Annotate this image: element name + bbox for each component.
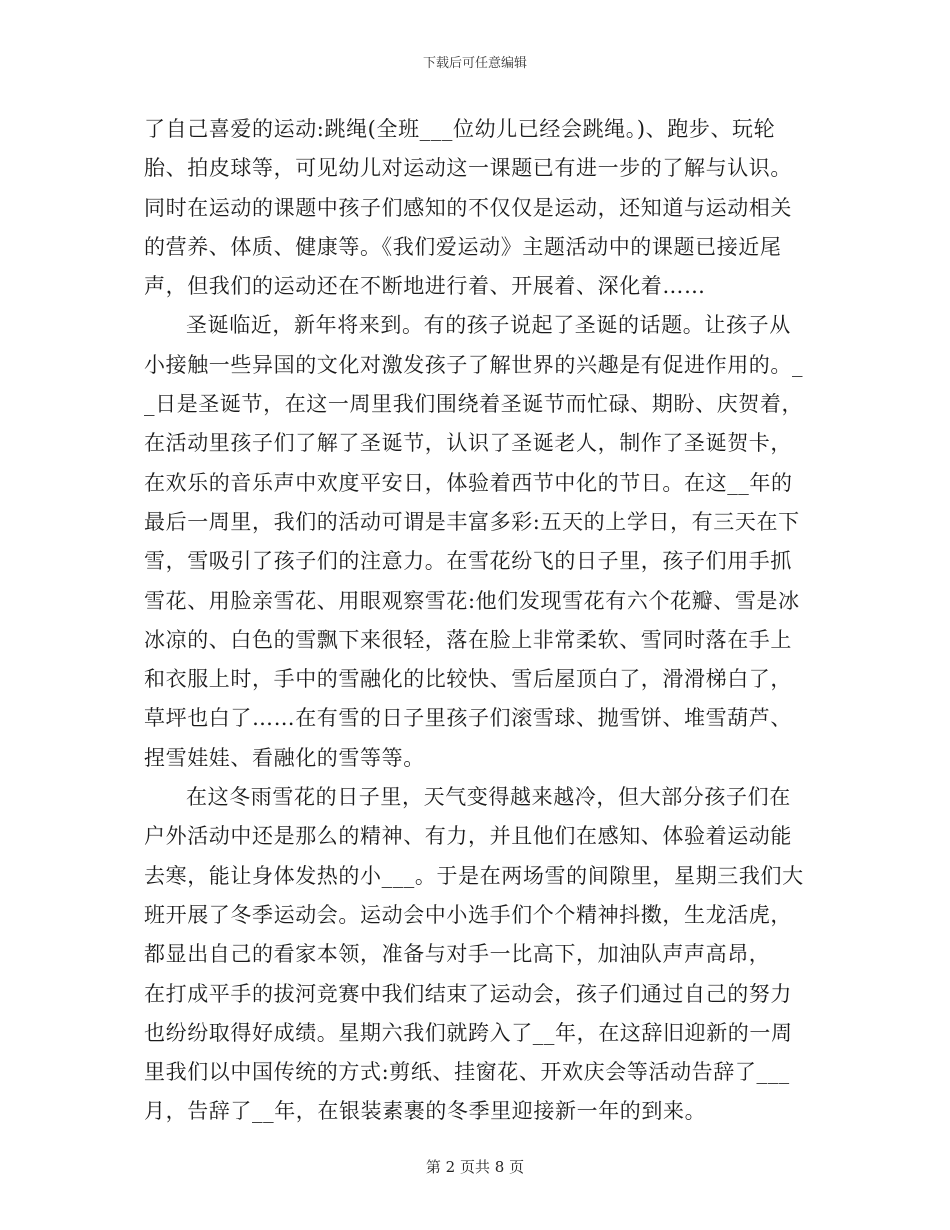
text-line: 声，但我们的运动还在不断地进行着、开展着、深化着…… (144, 274, 706, 299)
text-line: 同时在运动的课题中孩子们感知的不仅仅是运动，还知道与运动相关 (144, 195, 792, 220)
text-line: 在这冬雨雪花的日子里，天气变得越来越冷，但大部分孩子们在 (186, 785, 791, 810)
text-line: 小接触一些异国的文化对激发孩子了解世界的兴趣是有促进作用的。_ (144, 352, 804, 377)
text-line: 里我们以中国传统的方式:剪纸、挂窗花、开欢庆会等活动告辞了___ (144, 1060, 790, 1085)
text-line: 都显出自己的看家本领，准备与对手一比高下，加油队声声高昂， (144, 942, 771, 967)
text-line: 去寒，能让身体发热的小___。于是在两场雪的间隙里，星期三我们大 (144, 863, 804, 888)
text-line: 的营养、体质、健康等。《我们爱运动》主题活动中的课题已接近尾 (144, 234, 782, 259)
text-line: 捏雪娃娃、看融化的雪等等。 (144, 745, 425, 770)
text-line: 月，告辞了__年，在银装素裹的冬季里迎接新一年的到来。 (144, 1099, 707, 1124)
paragraph (144, 306, 806, 778)
paragraph (144, 110, 806, 306)
text-line: 最后一周里，我们的活动可谓是丰富多彩:五天的上学日，有三天在下 (144, 509, 800, 534)
text-line: 和衣服上时，手中的雪融化的比较快、雪后屋顶白了，滑滑梯白了， (144, 667, 792, 692)
text-line: 也纷纷取得好成绩。星期六我们就跨入了__年，在这辞旧迎新的一周 (144, 1020, 793, 1045)
text-line: 在欢乐的音乐声中欢度平安日，体验着西节中化的节日。在这__年的 (144, 470, 793, 495)
text-line: 在活动里孩子们了解了圣诞节，认识了圣诞老人，制作了圣诞贺卡， (144, 431, 792, 456)
text-line: 班开展了冬季运动会。运动会中小选手们个个精神抖擞，生龙活虎， (144, 902, 792, 927)
page-header: 下载后可任意编辑 (422, 56, 527, 71)
text-line: 圣诞临近，新年将来到。有的孩子说起了圣诞的话题。让孩子从 (186, 313, 791, 338)
text-line: 雪，雪吸引了孩子们的注意力。在雪花纷飞的日子里，孩子们用手抓 (144, 549, 792, 574)
text-line: 了自己喜爱的运动:跳绳(全班___位幼儿已经会跳绳。)、跑步、玩轮 (144, 117, 776, 141)
text-line: 冰凉的、白色的雪飘下来很轻，落在脸上非常柔软、雪同时落在手上 (144, 627, 792, 652)
text-line: 户外活动中还是那么的精神、有力，并且他们在感知、体验着运动能 (144, 824, 792, 849)
page-number-footer: 第 2 页共 8 页 (425, 1158, 525, 1176)
text-line: 在打成平手的拔河竞赛中我们结束了运动会，孩子们通过自己的努力 (144, 981, 792, 1006)
text-line: 胎、拍皮球等，可见幼儿对运动这一课题已有进一步的了解与认识。 (144, 156, 792, 181)
document-body (144, 110, 806, 1132)
text-line: _日是圣诞节，在这一周里我们围绕着圣诞节而忙碌、期盼、庆贺着， (144, 392, 804, 417)
text-line: 雪花、用脸亲雪花、用眼观察雪花:他们发现雪花有六个花瓣、雪是冰 (144, 588, 800, 613)
text-line: 草坪也白了……在有雪的日子里孩子们滚雪球、抛雪饼、堆雪葫芦、 (144, 706, 792, 731)
paragraph (144, 778, 806, 1132)
